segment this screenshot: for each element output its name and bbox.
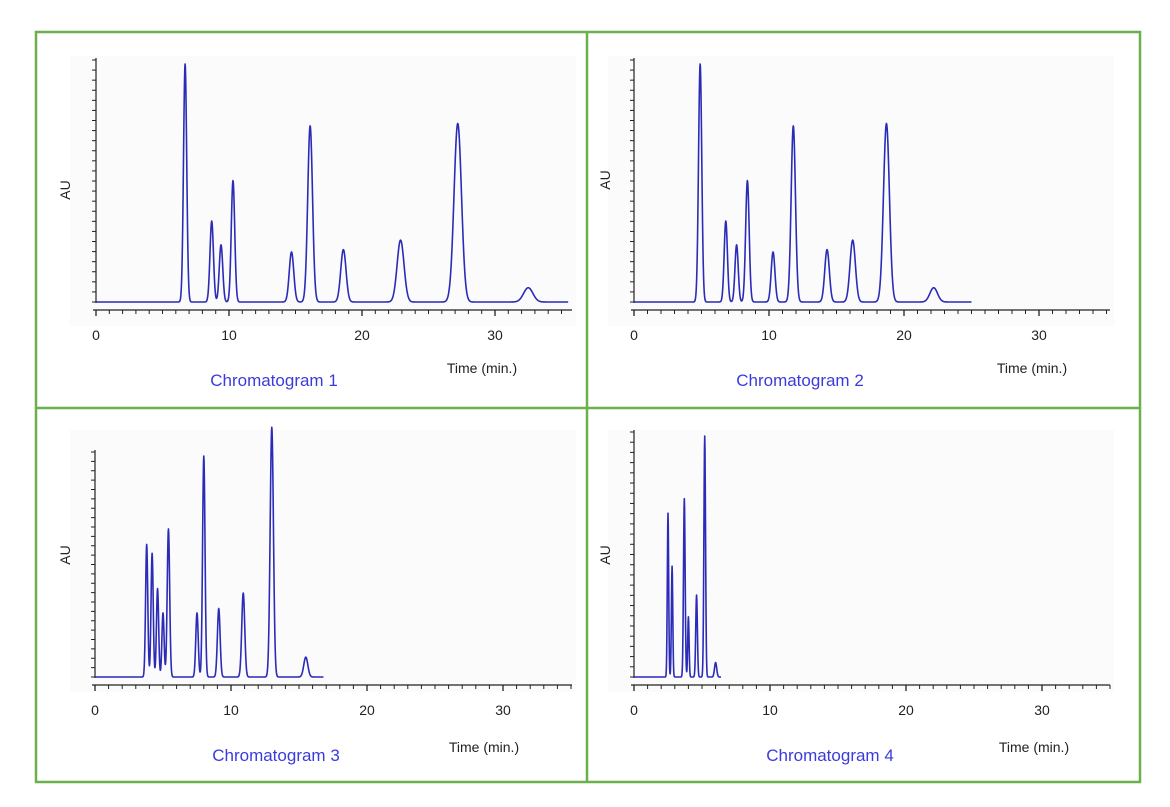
chart-title: Chromatogram 4 xyxy=(766,746,894,765)
x-tick-label: 10 xyxy=(762,702,778,718)
x-axis-label: Time (min.) xyxy=(448,739,520,755)
y-axis-label: AU xyxy=(597,545,613,565)
x-axis-label: Time (min.) xyxy=(996,360,1068,376)
chart-title: Chromatogram 2 xyxy=(736,371,864,390)
x-tick-label: 30 xyxy=(1034,702,1050,718)
y-axis-label: AU xyxy=(57,545,73,565)
x-tick-label: 10 xyxy=(221,327,237,343)
y-axis-label: AU xyxy=(597,170,613,190)
x-tick-label: 0 xyxy=(630,327,638,343)
chart-title: Chromatogram 3 xyxy=(212,746,340,765)
chart-title: Chromatogram 1 xyxy=(210,371,338,390)
x-tick-label: 20 xyxy=(359,702,375,718)
x-tick-label: 30 xyxy=(487,327,503,343)
plot-area xyxy=(608,56,1114,326)
plot-area xyxy=(70,56,576,326)
x-tick-label: 30 xyxy=(495,702,511,718)
y-axis-label: AU xyxy=(57,180,73,200)
x-tick-label: 10 xyxy=(761,327,777,343)
x-axis-label: Time (min.) xyxy=(446,360,518,376)
x-axis-label: Time (min.) xyxy=(998,739,1070,755)
x-tick-label: 10 xyxy=(223,702,239,718)
x-tick-label: 0 xyxy=(630,702,638,718)
x-tick-label: 0 xyxy=(92,327,100,343)
x-tick-label: 0 xyxy=(91,702,99,718)
x-tick-label: 20 xyxy=(898,702,914,718)
x-tick-label: 20 xyxy=(354,327,370,343)
x-tick-label: 30 xyxy=(1031,327,1047,343)
x-tick-label: 20 xyxy=(896,327,912,343)
